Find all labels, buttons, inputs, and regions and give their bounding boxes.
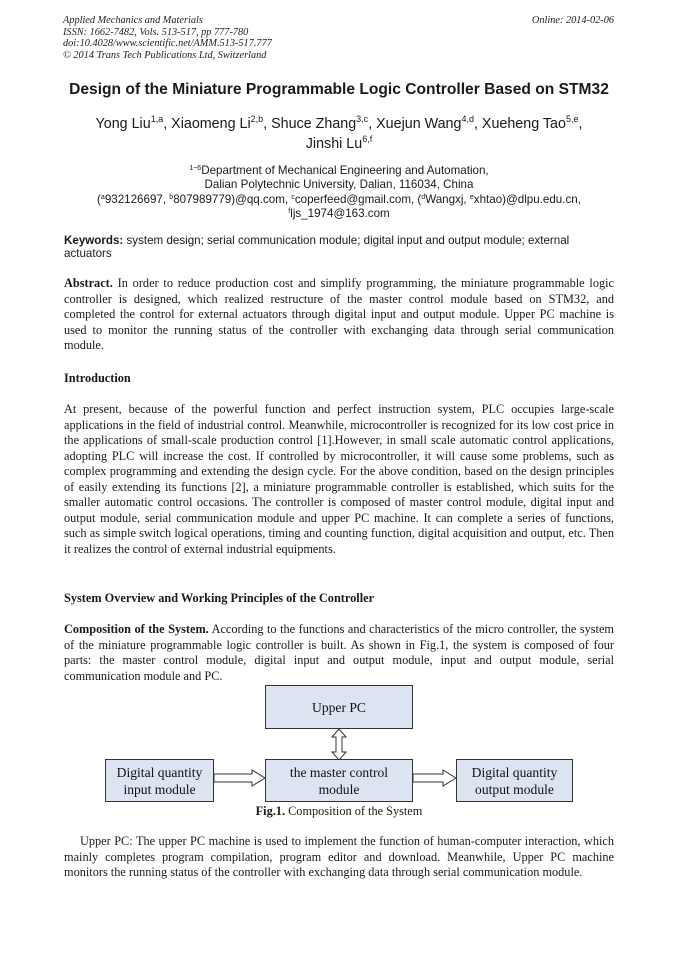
keywords-label: Keywords: [64, 234, 124, 247]
upper-pc-label: Upper PC [312, 699, 366, 715]
arrow-master-to-output [413, 770, 456, 786]
author-name: Jinshi Lu [305, 136, 363, 152]
introduction-paragraph: At present, because of the powerful function and perfect instruction system, PLC occupies large-scale applications in the field of industrial control. Meanwhile, microcontroller is recognized for its low cost price in the applications of small-scale production control [1].However, in small scale automatic control applications, adopting PLC will increase the cost. If controlled by microcontroller, it will cause some problems, such as complex programming and extending the design cycle. For the above condition, based on the design principles of easily extending its functions [2], a miniature programmable controller is established, which suits for the smaller automatic control occasions. The controller is composed of master control module, digital input and output module, serial communication module and upper PC machine. It can complete a series of functions, such as simple switch logical operations, timing and counting function, digital acquisition and output, etc. Then it realizes the control of external industrial equipments. [64, 402, 614, 556]
abstract-text: In order to reduce production cost and simplify programming, the miniature programmable logic controller is designed, which realized restructure of the master control module based on STM32, and completed the control for external actuators through digital input and output module. Upper PC machine is used to monitor the running status of the controller with exchanging data through serial communication module. [64, 276, 614, 352]
keywords-text: system design; serial communication module; digital input and output module; external actuators [64, 234, 570, 261]
section-heading-system: System Overview and Working Principles of the Controller [64, 591, 375, 605]
author-list: Yong Liu$^{1,a}$, Xiaomeng Li$^{2,b}$, Shuce Zhang$^{3,c}$, Xuejun Wang$^{4,d}$, Xueheng Tao$^{5,e}$, Jinshi Lu$^{6,f}$ [95, 114, 583, 152]
master-control-module-box: the master control module [265, 759, 413, 802]
author-sup: 5,e [565, 114, 579, 124]
author-name: Yong Liu [95, 116, 151, 132]
author-name: Shuce Zhang [271, 116, 357, 132]
affiliation-email-f: $^f$ljs_1974@163.com [288, 206, 390, 220]
author-name: Xuejun Wang [376, 116, 462, 132]
affiliation-emails: ($^a$932126697, $^b$807989779)@qq.com, $^c$coperfeed@gmail.com, ($^d$Wangxj, $^e$xhtao)@dlpu.edu.cn, [97, 192, 581, 206]
author-name: Xueheng Tao [481, 116, 566, 132]
copyright-line: © 2014 Trans Tech Publications Ltd, Switzerland [63, 49, 267, 61]
figure-caption [0, 804, 678, 819]
upper-pc-box [265, 685, 413, 729]
figure-caption-text: Composition of the System [285, 804, 423, 818]
author-sup: 1,a [150, 114, 164, 124]
digital-output-module-box: Digital quantity output module [456, 759, 573, 802]
digital-input-module-box: Digital quantity input module [105, 759, 214, 802]
figure-caption-label: Fig.1. [255, 804, 286, 818]
author-name: Xiaomeng Li [171, 116, 251, 132]
author-sup: 4,d [461, 114, 474, 124]
section-heading-introduction: Introduction [64, 371, 131, 385]
composition-text: According to the functions and characteristics of the micro controller, the system of the miniature programmable logic controller is built. As shown in Fig.1, the system is composed of four parts: the master control module, digital input and output module, input and output module, serial communication module and PC. [64, 622, 614, 683]
paper-title: Design of the Miniature Programmable Logic Controller Based on STM32 [69, 81, 609, 98]
author-sup: 2,b [250, 114, 264, 124]
upper-pc-paragraph: Upper PC: The upper PC machine is used to implement the function of human-computer interaction, which mainly completes program compilation, program editor and download. Meanwhile, Upper PC machine monitors the running status of the controller with exchanging data through serial communication module. [64, 834, 614, 879]
author-sup: 6,f [362, 134, 373, 144]
composition-label: Composition of the System. [64, 622, 209, 636]
abstract-label: Abstract. [64, 276, 113, 290]
affiliation-univ: Dalian Polytechnic University, Dalian, 116034, China [204, 178, 474, 192]
issn-line: ISSN: 1662-7482, Vols. 513-517, pp 777-780 [63, 26, 249, 38]
affiliation-dept: $^{1\sim 6}$Department of Mechanical Engineering and Automation, [189, 164, 489, 177]
vertical-double-arrow [332, 729, 346, 760]
journal-name: Applied Mechanics and Materials [63, 15, 203, 26]
author-sup: 3,c [356, 114, 369, 124]
online-date: Online: 2014-02-06 [531, 15, 614, 26]
doi-line: doi:10.4028/www.scientific.net/AMM.513-517.777 [63, 38, 272, 50]
arrow-input-to-master [214, 770, 265, 786]
